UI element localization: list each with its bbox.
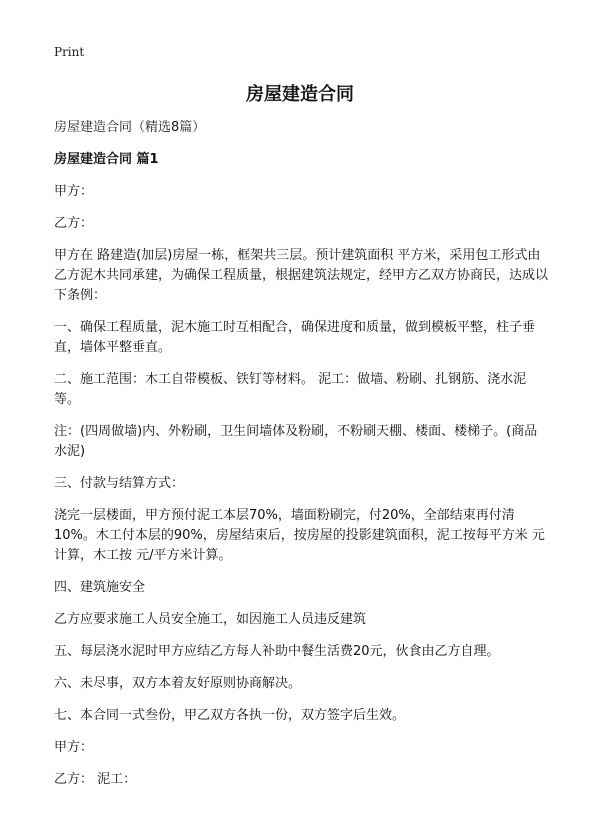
document-title: 房屋建造合同	[246, 84, 354, 105]
clause-scope: 二、施工范围：木工自带模板、铁钉等材料。 泥工：做墙、粉刷、扎钢筋、浇水泥等。	[54, 372, 527, 407]
clause-payment-heading: 三、付款与结算方式：	[54, 476, 185, 491]
clause-copies: 七、本合同一式叁份，甲乙双方各执一份，双方签字后生效。	[54, 708, 406, 723]
party-a-line: 甲方：	[54, 184, 94, 199]
party-b-line: 乙方：	[54, 216, 94, 231]
clause-meal-allowance: 五、每层浇水泥时甲方应结乙方每人补助中餐生活费20元，伙食由乙方自理。	[54, 644, 500, 659]
document-body	[54, 118, 550, 802]
intro-paragraph: 甲方在 路建造(加层)房屋一栋，框架共三层。预计建筑面积 平方米，采用包工形式由乙方泥木共同承建，为确保工程质量，根据建筑法规定，经甲方乙双方协商民，达成以下条例：	[54, 248, 549, 303]
clause-safety-heading: 四、建筑施安全	[54, 580, 146, 595]
clause-safety-detail: 乙方应要求施工人员安全施工，如因施工人员违反建筑	[54, 612, 367, 627]
signature-party-a: 甲方：	[54, 740, 94, 755]
clause-quality: 一、确保工程质量，泥木施工时互相配合，确保进度和质量，做到模板平整，柱子垂直，墙体平整垂直。	[54, 320, 536, 355]
signature-party-b: 乙方： 泥工：	[54, 772, 137, 787]
print-label: Print	[54, 45, 85, 59]
clause-payment-detail: 浇完一层楼面，甲方预付泥工本层70%，墙面粉刷完，付20%，全部结束再付清10%。木工付本层的90%，房屋结束后，按房屋的投影建筑面积，泥工按每平方米 元计算，木工按 元/平方米计算。	[54, 508, 545, 563]
clause-note: 注：(四周做墙)内、外粉刷，卫生间墙体及粉刷，不粉刷天棚、楼面、楼梯子。(商品水泥)	[54, 424, 538, 459]
document-subtitle: 房屋建造合同（精选8篇）	[54, 120, 206, 135]
section-heading: 房屋建造合同 篇1	[54, 152, 159, 167]
clause-disputes: 六、未尽事，双方本着友好原则协商解决。	[54, 676, 302, 691]
